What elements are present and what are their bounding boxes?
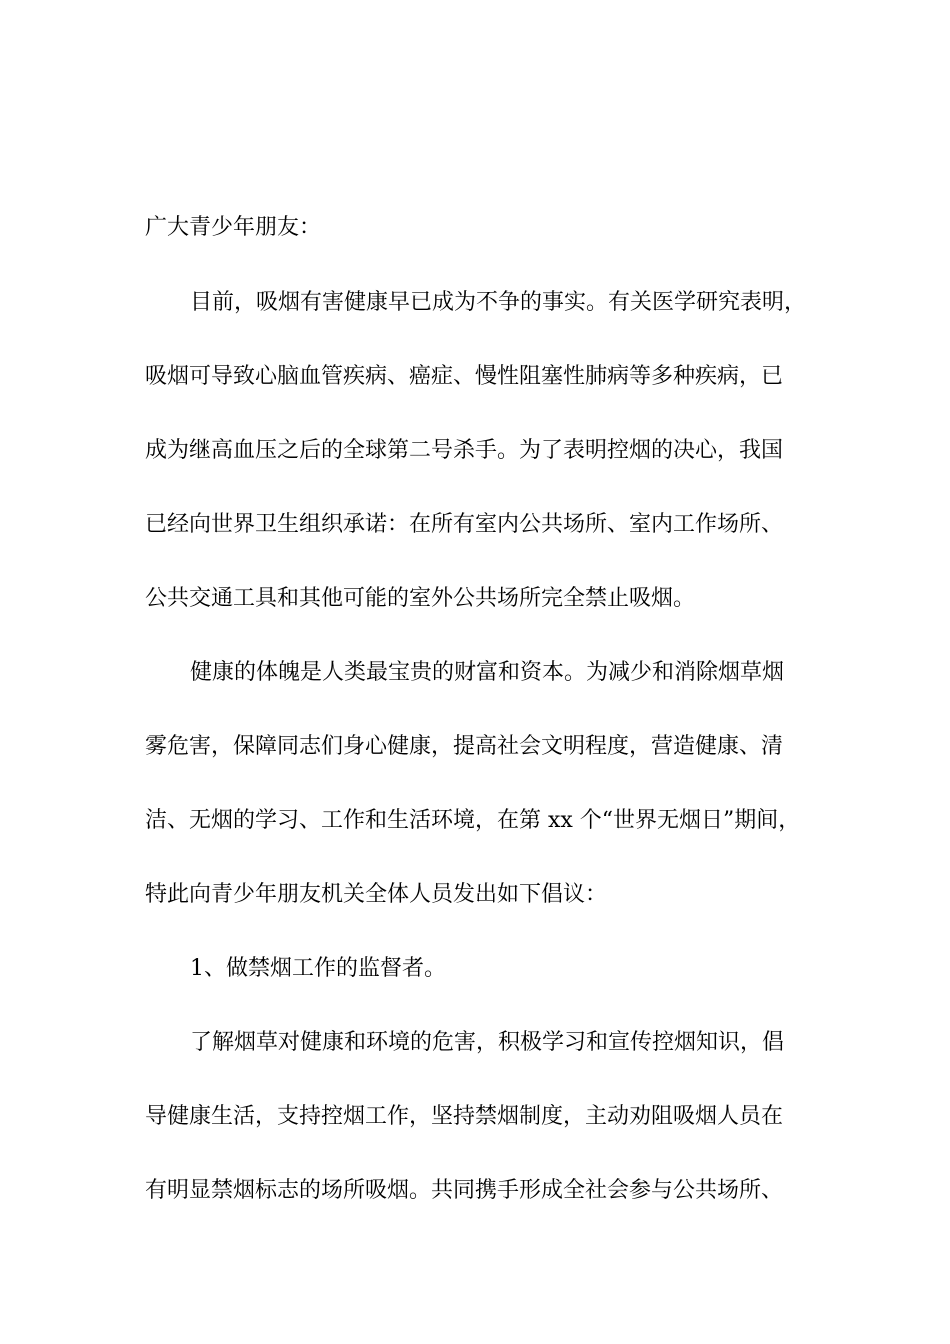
paragraph-line: 成为继高血压之后的全球第二号杀手。为了表明控烟的决心，我国 xyxy=(145,438,784,463)
paragraph-line: 导健康生活，支持控烟工作，坚持禁烟制度，主动劝阻吸烟人员在 xyxy=(145,1104,784,1129)
paragraph-line: 有明显禁烟标志的场所吸烟。共同携手形成全社会参与公共场所、 xyxy=(145,1178,784,1203)
paragraph-line: 雾危害，保障同志们身心健康，提高社会文明程度，营造健康、清 xyxy=(145,734,784,759)
paragraph-line: 公共交通工具和其他可能的室外公共场所完全禁止吸烟。 xyxy=(145,586,696,611)
paragraph-line: 了解烟草对健康和环境的危害，积极学习和宣传控烟知识，倡 xyxy=(190,1030,785,1055)
paragraph-line: 已经向世界卫生组织承诺：在所有室内公共场所、室内工作场所、 xyxy=(145,512,784,537)
salutation: 广大青少年朋友： xyxy=(145,215,322,240)
list-item-heading: 1、做禁烟工作的监督者。 xyxy=(190,956,446,981)
paragraph-line: 吸烟可导致心脑血管疾病、癌症、慢性阻塞性肺病等多种疾病，已 xyxy=(145,364,784,389)
paragraph-line: 健康的体魄是人类最宝贵的财富和资本。为减少和消除烟草烟 xyxy=(190,660,785,685)
paragraph-line: 目前，吸烟有害健康早已成为不争的事实。有关医学研究表明， xyxy=(190,290,807,315)
paragraph-line: 特此向青少年朋友机关全体人员发出如下倡议： xyxy=(145,882,608,907)
paragraph-line: 洁、无烟的学习、工作和生活环境，在第 xx 个“世界无烟日”期间， xyxy=(145,808,801,833)
